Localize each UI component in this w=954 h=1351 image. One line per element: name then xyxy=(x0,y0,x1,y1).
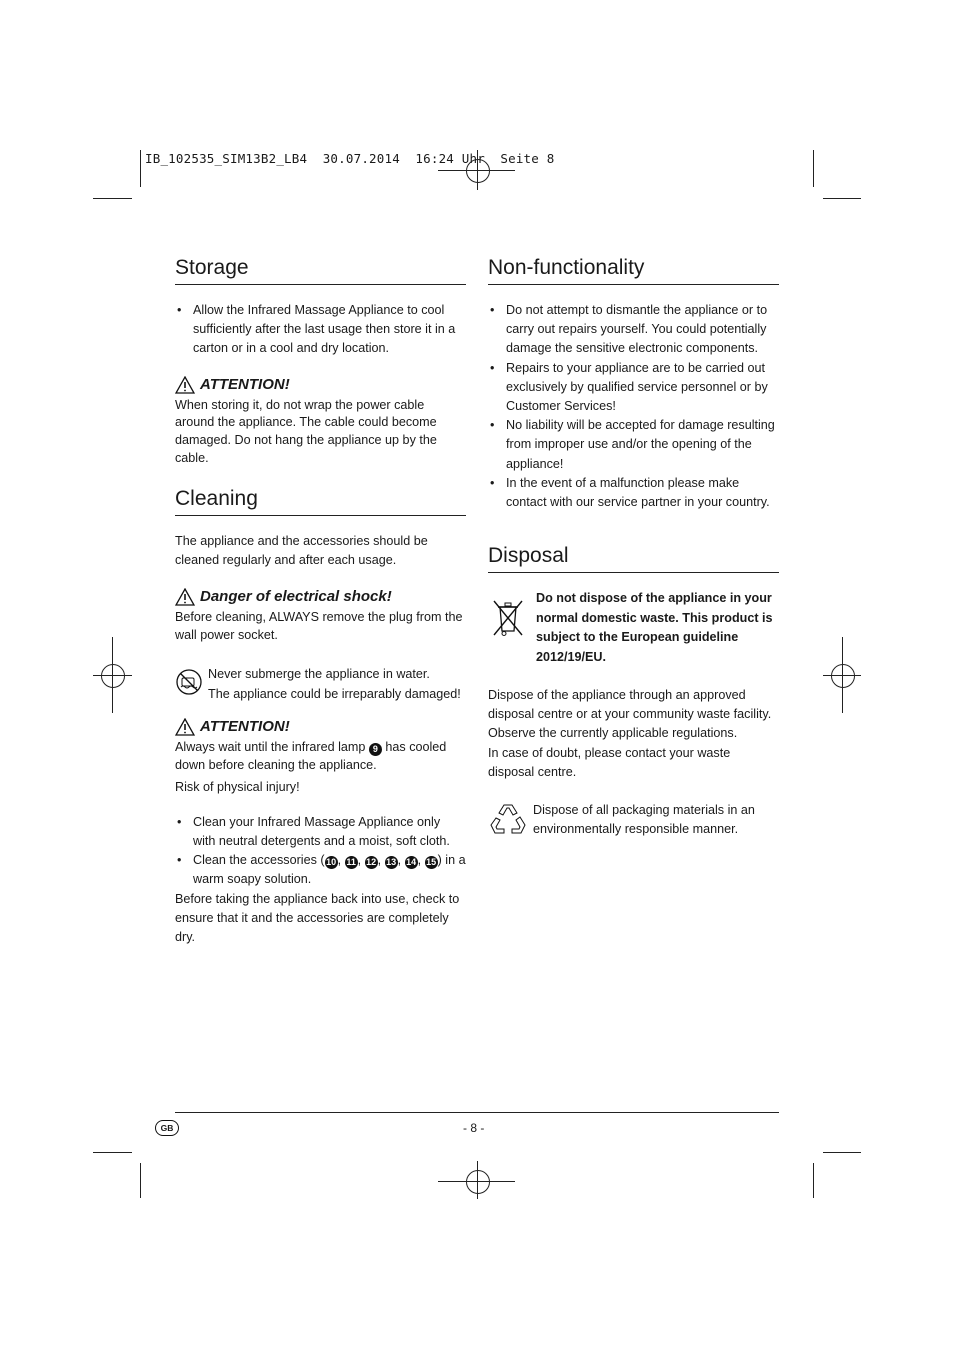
crop-mark xyxy=(823,1152,861,1153)
warning-triangle-icon xyxy=(175,588,195,606)
risk-text: Risk of physical injury! xyxy=(175,779,300,794)
storage-section xyxy=(175,255,466,468)
list-item: • Clean the accessories (10 , 11 , 12 , 13 , 14 , 15 ) in a warm soapy solution. xyxy=(175,851,466,889)
disposal-para-1: Dispose of the appliance through an approved disposal centre or at your community waste facility. Observe the currently applicable regulations. xyxy=(488,688,772,741)
attention-text-start: Always wait until the infrared lamp xyxy=(175,740,369,754)
submerge-text xyxy=(208,664,461,704)
disposal-section xyxy=(488,543,779,839)
cleaning-intro: The appliance and the accessories should be cleaned regularly and after each usage. xyxy=(175,534,428,568)
crop-mark xyxy=(93,198,132,199)
nonfunc-section xyxy=(488,255,779,512)
footer-rule xyxy=(175,1112,779,1113)
disposal-para-2: In case of doubt, please contact your waste disposal centre. xyxy=(488,745,731,779)
weee-notice xyxy=(488,589,779,667)
list-item: • Allow the Infrared Massage Appliance to cool sufficiently after the last usage then store it in a carton or in a cool and dry location. xyxy=(175,301,466,359)
attention-label: ATTENTION! xyxy=(200,375,290,393)
storage-attention-text: When storing it, do not wrap the power cable around the appliance. The cable could become damaged. Do not hang the appliance up by the cable. xyxy=(175,397,437,465)
storage-list xyxy=(175,301,466,359)
print-slug: IB_102535_SIM13B2_LB4 30.07.2014 16:24 Uhr Seite 8 xyxy=(145,151,555,166)
nonfunc-list xyxy=(488,301,779,512)
shock-label: Danger of electrical shock! xyxy=(200,588,392,606)
registration-circle xyxy=(466,1170,490,1194)
accessory-number: 15 xyxy=(426,857,437,868)
cleaning-list xyxy=(175,813,466,890)
submerge-line-2: The appliance could be irreparably damaged! xyxy=(208,687,461,701)
weee-text: Do not dispose of the appliance in your normal domestic waste. This product is subject to the European guideline 2012/19/EU. xyxy=(536,591,773,664)
accessories-text-start: Clean the accessories ( xyxy=(193,853,325,868)
no-water-icon xyxy=(175,668,203,696)
recycle-text: Dispose of all packaging materials in an environmentally responsible manner. xyxy=(533,803,755,837)
recycle-notice xyxy=(488,801,779,839)
warning-triangle-icon xyxy=(175,718,195,736)
cleaning-closing: Before taking the appliance back into use, check to ensure that it and the accessories are completely dry. xyxy=(175,891,460,945)
accessory-number: 10 xyxy=(326,857,337,868)
list-item: • Do not attempt to dismantle the appliance or to carry out repairs yourself. You could potentially damage the sensitive electronic components. xyxy=(488,301,779,359)
disposal-heading: Disposal xyxy=(488,543,779,573)
crop-mark xyxy=(93,1152,132,1153)
list-item: • Clean your Infrared Massage Appliance only with neutral detergents and a moist, soft cloth. xyxy=(175,813,466,851)
list-item: • No liability will be accepted for damage resulting from improper use and/or the opening of the appliance! xyxy=(488,416,779,474)
submerge-notice xyxy=(175,664,466,704)
attention-label: ATTENTION! xyxy=(200,718,290,735)
accessory-number: 11 xyxy=(346,857,356,868)
crop-mark xyxy=(140,150,141,187)
cleaning-attention-text xyxy=(175,739,466,775)
accessory-number: 14 xyxy=(406,857,417,868)
list-item: • Repairs to your appliance are to be carried out exclusively by qualified service personnel or by Customer Services! xyxy=(488,359,779,417)
registration-circle xyxy=(831,664,855,688)
nonfunc-heading: Non-functionality xyxy=(488,255,779,285)
country-badge: GB xyxy=(155,1120,179,1136)
accessory-number: 12 xyxy=(366,857,377,868)
accessory-number: 13 xyxy=(386,857,397,868)
shock-text: Before cleaning, ALWAYS remove the plug from the wall power socket. xyxy=(175,610,463,643)
crop-mark xyxy=(140,1163,141,1198)
page-number: - 8 - xyxy=(463,1121,485,1135)
accessories-text-end: ) in a warm soapy solution. xyxy=(193,853,466,887)
list-item: • In the event of a malfunction please make contact with our service partner in your country. xyxy=(488,474,779,512)
registration-circle xyxy=(101,664,125,688)
crossed-bin-icon xyxy=(488,595,528,639)
recycle-icon xyxy=(488,801,528,839)
storage-heading: Storage xyxy=(175,255,466,285)
cleaning-heading: Cleaning xyxy=(175,486,466,516)
lamp-number: 9 xyxy=(369,743,382,756)
submerge-line-1: Never submerge the appliance in water. xyxy=(208,667,430,681)
cleaning-section xyxy=(175,486,466,947)
warning-triangle-icon xyxy=(175,376,195,394)
crop-mark xyxy=(813,150,814,187)
crop-mark xyxy=(813,1163,814,1198)
storage-attention xyxy=(175,375,466,395)
attention-text-end: has cooled down before cleaning the appliance. xyxy=(175,740,447,772)
shock-warning xyxy=(175,587,466,607)
crop-mark xyxy=(823,198,861,199)
cleaning-attention xyxy=(175,717,466,737)
